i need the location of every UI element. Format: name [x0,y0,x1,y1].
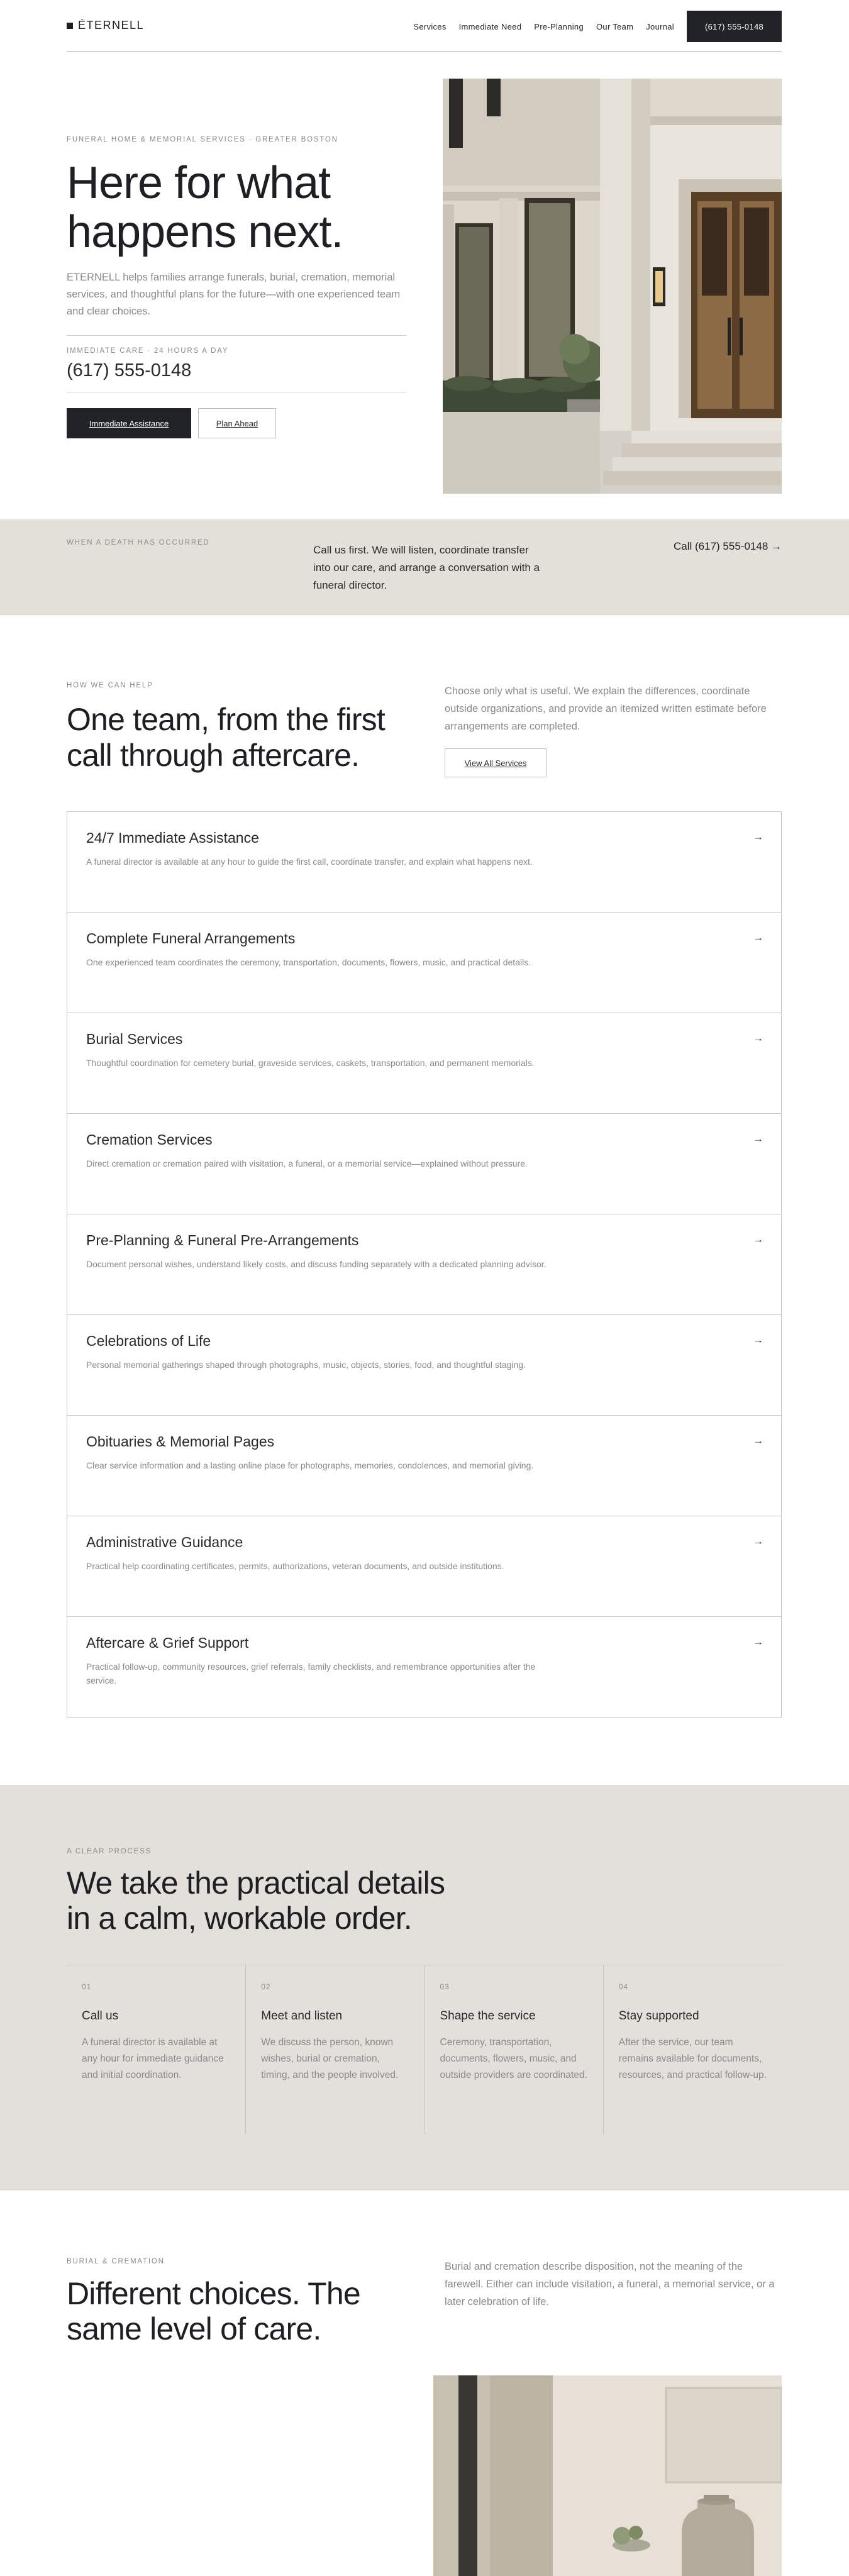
view-all-services-button[interactable]: View All Services [445,748,547,777]
logo-mark-icon [67,23,73,29]
nav-journal[interactable]: Journal [646,21,674,31]
service-item[interactable] [67,1516,781,1617]
arrow-right-icon[interactable]: → [753,1435,763,1446]
arrow-right-icon[interactable]: → [753,1032,763,1044]
service-item[interactable] [67,1214,781,1315]
step-description: A funeral director is available at any hour for immediate guidance and initial coordination. [82,2037,224,2080]
service-item[interactable] [67,913,781,1013]
service-item[interactable] [67,1315,781,1416]
hero-building-image [443,79,782,494]
process-step [603,1965,782,2135]
service-description: Document personal wishes, understand likely costs, and discuss funding separately with a dedicated planning advisor. [86,1259,547,1269]
immediate-care-label: IMMEDIATE CARE · 24 HOURS A DAY [67,347,229,355]
building-entrance-illustration [443,79,782,494]
header-phone-button[interactable]: (617) 555-0148 [687,11,782,42]
hero-description: ETERNELL helps families arrange funerals, burial, cremation, memorial services, and thoughtful plans for the future—with one experienced team and clear choices. [67,272,401,317]
services-eyebrow: HOW WE CAN HELP [67,682,153,689]
arrow-right-icon[interactable]: → [753,1535,763,1547]
step-title: Call us [82,2009,119,2023]
service-description: One experienced team coordinates the ceremony, transportation, documents, flowers, music, and practical details. [86,957,531,967]
arrow-right-icon[interactable]: → [753,1636,763,1648]
burial-description: Burial and cremation describe disposition, not the meaning of the farewell. Either can include visitation, a funeral, a memorial service, or a later celebration of life. [445,2261,775,2307]
arrow-right-icon[interactable]: → [753,931,763,943]
service-name: Celebrations of Life [86,1333,211,1349]
service-description: Personal memorial gatherings shaped through photographs, music, objects, stories, food, and thoughtful staging. [86,1360,526,1370]
immediate-assistance-button[interactable]: Immediate Assistance [67,408,191,438]
service-name: Obituaries & Memorial Pages [86,1433,275,1450]
process-title: We take the practical details in a calm, workable order. [67,1865,445,1936]
band-eyebrow: WHEN A DEATH HAS OCCURRED [67,539,210,547]
hero-divider-top [67,335,406,336]
main-nav [413,11,782,42]
step-number: 01 [82,1982,92,1991]
step-description: We discuss the person, known wishes, burial or cremation, timing, and the people involved. [261,2037,399,2080]
plan-ahead-button[interactable]: Plan Ahead [198,408,276,438]
service-name: Burial Services [86,1031,183,1047]
services-title: One team, from the first call through aftercare. [67,702,385,773]
service-name: Cremation Services [86,1131,213,1148]
service-name: Administrative Guidance [86,1534,243,1550]
service-item[interactable] [67,1416,781,1516]
nav-our-team[interactable]: Our Team [596,21,634,31]
service-description: Clear service information and a lasting online place for photographs, memories, condolences, and memorial giving. [86,1460,534,1470]
service-item[interactable] [67,1114,781,1214]
site-header [67,0,782,52]
step-number: 04 [618,1982,629,1991]
services-list [67,811,782,1718]
hero-title: Here for what happens next. [67,158,343,257]
process-step [245,1965,424,2135]
process-eyebrow: A CLEAR PROCESS [67,1848,152,1855]
nav-immediate-need[interactable]: Immediate Need [458,21,522,31]
urn-interior-image [433,2375,782,2576]
immediate-need-band [0,519,849,615]
arrow-right-icon[interactable]: → [753,831,763,843]
service-description: Practical help coordinating certificates, permits, authorizations, veteran documents, and outside institutions. [86,1561,504,1571]
arrow-right-icon[interactable]: → [753,1133,763,1145]
band-text: Call us first. We will listen, coordinate transfer into our care, and arrange a conversation with a funeral director. [313,544,540,591]
nav-pre-planning[interactable]: Pre-Planning [534,21,584,31]
service-name: Complete Funeral Arrangements [86,930,296,947]
hero-eyebrow: FUNERAL HOME & MEMORIAL SERVICES · GREATER BOSTON [67,136,338,143]
service-name: Pre-Planning & Funeral Pre-Arrangements [86,1232,359,1248]
service-description: Practical follow-up, community resources, grief referrals, family checklists, and remembrance opportunities after the service. [86,1662,536,1685]
step-description: Ceremony, transportation, documents, flowers, music, and outside providers are coordinated. [440,2037,587,2080]
service-description: A funeral director is available at any hour to guide the first call, coordinate transfer, and explain what happens next. [86,857,533,867]
service-item[interactable] [67,812,781,913]
service-item[interactable] [67,1013,781,1114]
step-title: Shape the service [440,2009,536,2023]
service-description: Direct cremation or cremation paired with visitation, a funeral, or a memorial service—explained without pressure. [86,1158,528,1169]
burial-eyebrow: BURIAL & CREMATION [67,2258,165,2265]
process-step [67,1965,245,2135]
service-item[interactable] [67,1617,781,1717]
services-description: Choose only what is useful. We explain the differences, coordinate outside organizations, and provide an itemized written estimate before arrangements are completed. [445,686,767,732]
logo-text: ÉTERNELL [78,19,145,31]
step-title: Stay supported [618,2009,699,2023]
urn-illustration [433,2375,782,2576]
arrow-right-icon[interactable]: → [753,1334,763,1346]
process-section [0,1785,849,2190]
hero-phone[interactable]: (617) 555-0148 [67,360,192,380]
arrow-right-icon[interactable]: → [753,1233,763,1245]
step-number: 03 [440,1982,450,1991]
service-name: 24/7 Immediate Assistance [86,830,259,846]
step-number: 02 [261,1982,271,1991]
logo[interactable] [67,19,144,32]
band-call-link[interactable]: Call (617) 555-0148 → [674,540,782,552]
process-step [425,1965,603,2135]
nav-services[interactable]: Services [413,21,447,31]
step-description: After the service, our team remains available for documents, resources, and practical follow-up. [618,2037,767,2080]
service-name: Aftercare & Grief Support [86,1635,249,1651]
burial-title: Different choices. The same level of care. [67,2276,360,2346]
process-steps [67,1965,782,2135]
service-description: Thoughtful coordination for cemetery burial, graveside services, caskets, transportation, and permanent memorials. [86,1058,535,1068]
step-title: Meet and listen [261,2009,343,2023]
